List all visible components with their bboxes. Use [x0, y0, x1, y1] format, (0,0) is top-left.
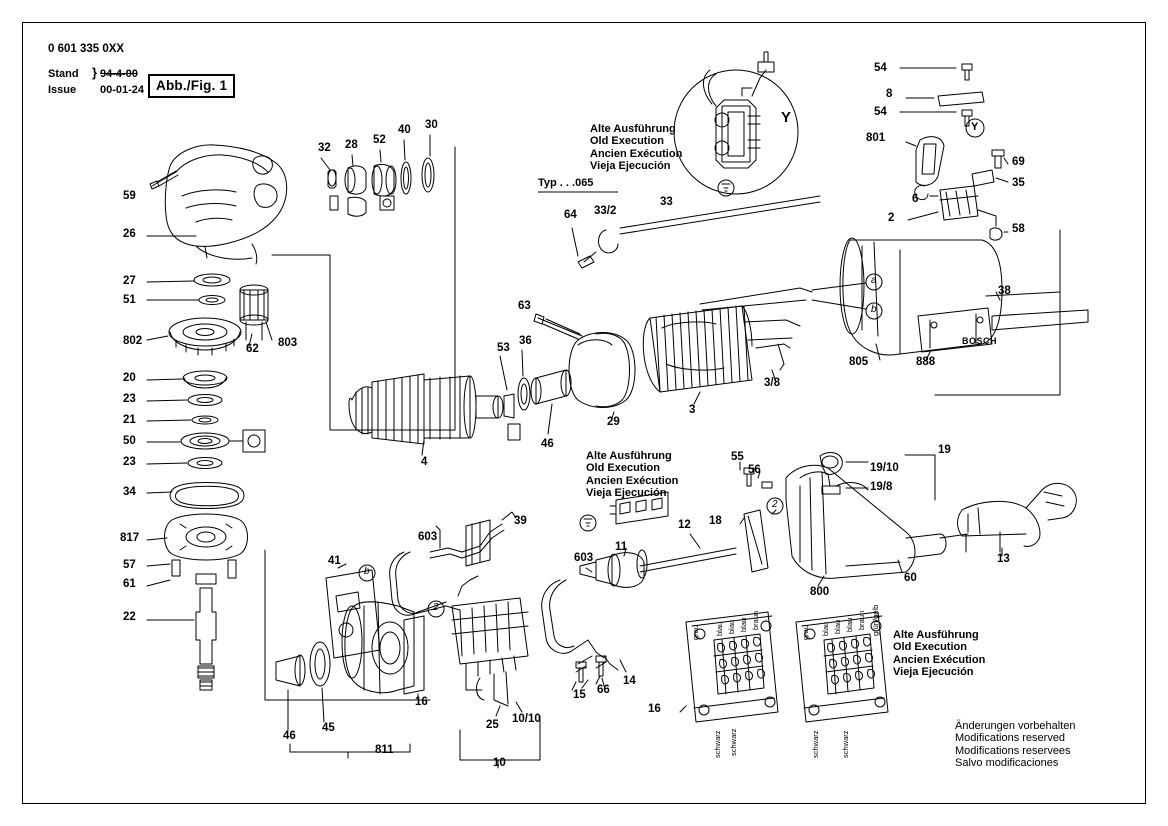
figure-box: Abb./Fig. 1 [148, 74, 235, 98]
callout-23-upper: 23 [123, 393, 136, 405]
callout-64: 64 [564, 209, 577, 221]
callout-69: 69 [1012, 156, 1025, 168]
callout-21: 21 [123, 414, 136, 426]
callout-811: 811 [375, 744, 394, 756]
callout-56: 56 [748, 464, 761, 476]
callout-603-left: 603 [418, 531, 438, 543]
callout-802: 802 [123, 335, 143, 347]
callout-12: 12 [678, 519, 691, 531]
callout-3-8: 3/8 [764, 377, 780, 389]
callout-14: 14 [623, 675, 636, 687]
part-number: 0 601 335 0XX [48, 43, 125, 55]
footer-notes: Änderungen vorbehalten Modifications reserved Modifications reservees Salvo modificaciones [955, 720, 1076, 769]
callout-51: 51 [123, 294, 136, 306]
callout-803: 803 [278, 337, 298, 349]
callout-817: 817 [120, 532, 140, 544]
callout-63: 63 [518, 300, 531, 312]
callout-19-10: 19/10 [870, 462, 899, 474]
callout-800: 800 [810, 586, 830, 598]
callout-28: 28 [345, 139, 358, 151]
callout-39: 39 [514, 515, 527, 527]
callout-33: 33 [660, 196, 673, 208]
callout-30: 30 [425, 119, 438, 131]
callout-25: 25 [486, 719, 499, 731]
callout-888: 888 [916, 356, 936, 368]
note-old-execution-bottom: Alte Ausführung Old Execution Ancien Exécution Vieja Ejecución [893, 629, 986, 678]
callout-54-lower: 54 [874, 106, 887, 118]
callout-805: 805 [849, 356, 869, 368]
callout-16-blocks: 16 [648, 703, 661, 715]
callout-4: 4 [421, 456, 428, 468]
date-old: 94-4-00 [100, 68, 138, 80]
callout-46-lower: 46 [283, 730, 296, 742]
note-old-execution-mid: Alte Ausführung Old Execution Ancien Exécution Vieja Ejecución [586, 450, 679, 499]
callout-8: 8 [886, 88, 893, 100]
callout-6: 6 [912, 193, 919, 205]
callout-62: 62 [246, 343, 259, 355]
callout-603-right: 603 [574, 552, 594, 564]
callout-20: 20 [123, 372, 136, 384]
marker-2-right: 2 [772, 499, 778, 510]
callout-19: 19 [938, 444, 951, 456]
callout-46-upper: 46 [541, 438, 554, 450]
callout-10-10: 10/10 [512, 713, 541, 725]
callout-40: 40 [398, 124, 411, 136]
callout-53: 53 [497, 342, 510, 354]
callout-801: 801 [866, 132, 886, 144]
callout-13: 13 [997, 553, 1010, 565]
callout-35: 35 [1012, 177, 1025, 189]
issue-label: Issue [48, 84, 77, 96]
brand-label: BOSCH [962, 336, 998, 346]
callout-41: 41 [328, 555, 341, 567]
callout-52: 52 [373, 134, 386, 146]
callout-33-2: 33/2 [594, 205, 617, 217]
callout-19-8: 19/8 [870, 481, 893, 493]
note-old-execution-top: Alte Ausführung Old Execution Ancien Exécution Vieja Ejecución [590, 123, 683, 172]
callout-45: 45 [322, 722, 335, 734]
callout-50: 50 [123, 435, 136, 447]
marker-y-detail: Y [781, 109, 792, 126]
marker-2-left: 2 [433, 602, 439, 613]
callout-32: 32 [318, 142, 331, 154]
callout-15: 15 [573, 689, 586, 701]
callout-66: 66 [597, 684, 610, 696]
stand-label: Stand [48, 68, 79, 80]
callout-34: 34 [123, 486, 136, 498]
callout-54-upper: 54 [874, 62, 887, 74]
callout-61: 61 [123, 578, 136, 590]
callout-16-left: 16 [415, 696, 428, 708]
typ-label: Typ . . .065 [538, 177, 594, 189]
marker-b-right: b [871, 304, 877, 315]
callout-22: 22 [123, 611, 136, 623]
callout-10: 10 [493, 757, 506, 769]
marker-b-left: b [364, 566, 370, 577]
callout-57: 57 [123, 559, 136, 571]
parts-diagram-page: 0 601 335 0XX Stand Issue } 94-4-00 00-01-24 Abb./Fig. 1 Alte Ausführung Old Execution Ancien Exécution Vieja Ejecución Typ . . .065 Alte Ausführung Old Execution Ancien Exécution Vieja Ejecución Alte Ausführung Old Execution Ancien Exécution Vieja Ejecución Änderungen vorbehalten Modifications reserved Modifications reservees Salvo modificaciones BOSCH 59 26 27 51 802 20 23 21 50 23 34 817 57 61 22 32 28 52 40 30 62 803 53 36 63 46 4 29 3 3/8 64 33/2 33 805 888 38 54 8 54 801 69 35 6 2 58 19 19/10 19/8 55 56 12 18 11 603 603 39 41 800 60 13 14 15 66 16 16 25 10/10 10 811 46 45 Y Y a b b 2 2 grau blau blau blau braun schwarz schwarz grau blau blau blau braun grün/gelb schwarz schwarz [0, 0, 1168, 826]
callout-60: 60 [904, 572, 917, 584]
callout-26: 26 [123, 228, 136, 240]
callout-11: 11 [615, 541, 628, 553]
date-current: 00-01-24 [100, 84, 145, 96]
callout-23-lower: 23 [123, 456, 136, 468]
callout-3: 3 [689, 404, 696, 416]
brace-icon: } [92, 65, 98, 80]
callout-29: 29 [607, 416, 620, 428]
marker-a: a [871, 275, 877, 286]
callout-36: 36 [519, 335, 532, 347]
callout-58: 58 [1012, 223, 1025, 235]
callout-38: 38 [998, 285, 1011, 297]
callout-59: 59 [123, 190, 136, 202]
callout-2: 2 [888, 212, 895, 224]
marker-y-ref: Y [971, 121, 979, 133]
callout-27: 27 [123, 275, 136, 287]
callout-18: 18 [709, 515, 722, 527]
callout-55: 55 [731, 451, 744, 463]
